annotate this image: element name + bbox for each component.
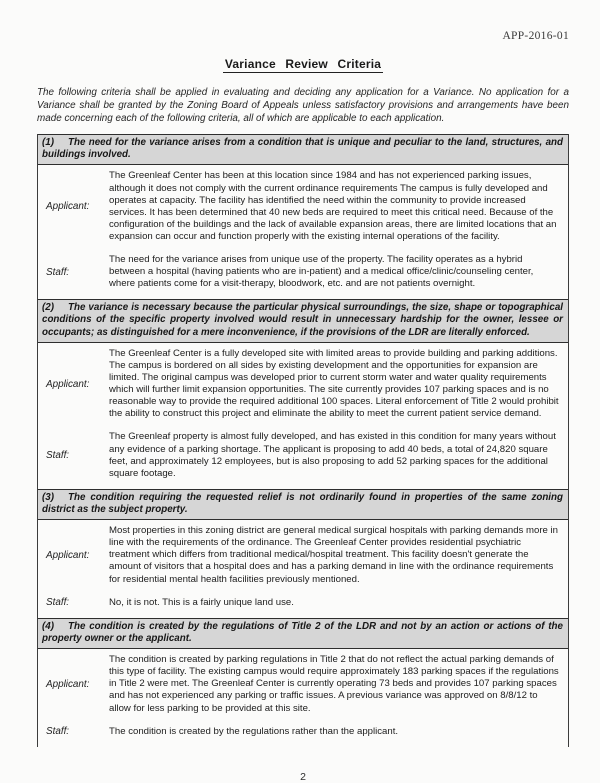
criterion-4-number: (4) xyxy=(42,620,54,632)
criteria-table xyxy=(37,134,569,747)
applicant-response-3: Most properties in this zoning district are general medical surgical hospitals with parking demands more in line with the requirements of the ordinance. The Greenleaf Center provides residential psychiatric treatment which differs from traditional medical/hospital treatment. This facility doesn't generate the amount of visitors that a hospital does and has a parking demand in line with the ordinance requirements for residential mental health facilities previously mentioned. xyxy=(109,525,558,585)
criterion-4-text: The condition is created by the regulations of Title 2 of the LDR and not by an action or actions of the property owner or the applicant. xyxy=(42,620,563,644)
applicant-row-2 xyxy=(38,348,568,421)
criterion-2-number: (2) xyxy=(42,302,54,314)
criterion-3-text: The condition requiring the requested relief is not ordinarily found in properties of the same zoning district as the subject property. xyxy=(42,491,563,515)
staff-row-3 xyxy=(38,597,568,609)
staff-response-1: The need for the variance arises from unique use of the property. The facility operates as a hybrid between a hospital (having patients who are in-patient) and a medical office/clinic/counseling center, where patients come for a visit-therapy, bloodwork, etc. and are not patients overnight. xyxy=(109,253,534,290)
applicant-row-1 xyxy=(38,170,568,243)
staff-label: Staff: xyxy=(46,266,70,278)
staff-row-1 xyxy=(38,254,568,290)
criterion-2-text: The variance is necessary because the particular physical surroundings, the size, shape or topographical conditions of the specific property involved would result in unnecessary hardship for the owner, lessee or occupants; as distinguished for a mere inconvenience, if the provisions of the LDR are literally enforced. xyxy=(42,302,563,338)
criterion-1-text: The need for the variance arises from a condition that is unique and peculiar to the land, structures, and buildings involved. xyxy=(42,137,563,161)
title-wrap xyxy=(37,55,569,73)
applicant-label: Applicant: xyxy=(46,678,90,690)
staff-label: Staff: xyxy=(46,450,70,462)
criterion-4-body xyxy=(38,649,568,747)
staff-label: Staff: xyxy=(46,726,70,738)
staff-row-4 xyxy=(38,726,568,738)
criterion-2-header xyxy=(38,299,568,343)
applicant-response-4: The condition is created by parking regulations in Title 2 that do not reflect the actual parking demands of this type of facility. The existing campus would require approximately 183 parking spaces if the regulations in Title 2 were met. The Greenleaf Center is currently operating 73 beds and provides 107 parking spaces and has not experienced any parking or traffic issues. A previous variance was approved on 8/8/12 to allow for less parking to be provided at this site. xyxy=(109,654,559,714)
page-number: 2 xyxy=(300,770,306,783)
intro-paragraph: The following criteria shall be applied in evaluating and deciding any application for a Variance. No application for a Variance shall be granted by the Zoning Board of Appeals unless satisfactory provisions and arrangements have been made concerning each of the following criteria, all of which are applicable to each application. xyxy=(37,87,569,124)
applicant-row-4 xyxy=(38,654,568,714)
page-title: Variance Review Criteria xyxy=(224,57,382,71)
applicant-label: Applicant: xyxy=(46,378,90,390)
applicant-row-3 xyxy=(38,525,568,585)
criterion-3-number: (3) xyxy=(42,491,54,503)
criterion-3-header xyxy=(38,489,568,520)
applicant-label: Applicant: xyxy=(46,549,90,561)
criterion-1-number: (1) xyxy=(42,137,54,148)
doc-number: APP-2016-01 xyxy=(502,30,569,42)
applicant-response-1: The Greenleaf Center has been at this location since 1984 and has not experienced parking issues, although it does not comply with the current ordinance requirements The campus is fully developed and operates at capacity. The facility has identified the need within the community to provide increased services. It has been determined that 40 new beds are required to meet this critical need. Because of the configuration of the buildings and the lack of available expansion areas, there are limited locations that an expansion can occur and function properly with the existing internal operations of the facility. xyxy=(109,170,557,242)
staff-response-4: The condition is created by the regulations rather than the applicant. xyxy=(109,725,399,737)
criterion-1-body xyxy=(38,165,568,299)
staff-label: Staff: xyxy=(46,597,70,609)
staff-response-2: The Greenleaf property is almost fully developed, and has existed in this condition for many years without any evidence of a parking shortage. The applicant is proposing to add 40 beds, a total of 24,820 square feet, and approximately 12 employees, but is also proposing to add 52 parking spaces for the additional square footage. xyxy=(109,431,556,479)
criterion-3-body xyxy=(38,520,568,618)
criterion-2-body xyxy=(38,343,568,489)
applicant-response-2: The Greenleaf Center is a fully developed site with limited areas to provide building and parking additions. The campus is bordered on all sides by existing development and the opportunities for expansion are limited. The original campus was developed prior to current storm water and water quality requirements which will further limit expansion opportunities. The site currently provides 107 parking spaces and is no reasonable way to provide the required additional 100 spaces. Literal enforcement of Title 2 would prohibit the ability to construct this project and eliminate the ability to meet the current patient service demand. xyxy=(109,347,559,420)
criterion-1-header xyxy=(38,134,568,165)
applicant-label: Applicant: xyxy=(46,201,90,213)
staff-response-3: No, it is not. This is a fairly unique land use. xyxy=(109,596,294,608)
criterion-4-header xyxy=(38,618,568,649)
staff-row-2 xyxy=(38,431,568,479)
